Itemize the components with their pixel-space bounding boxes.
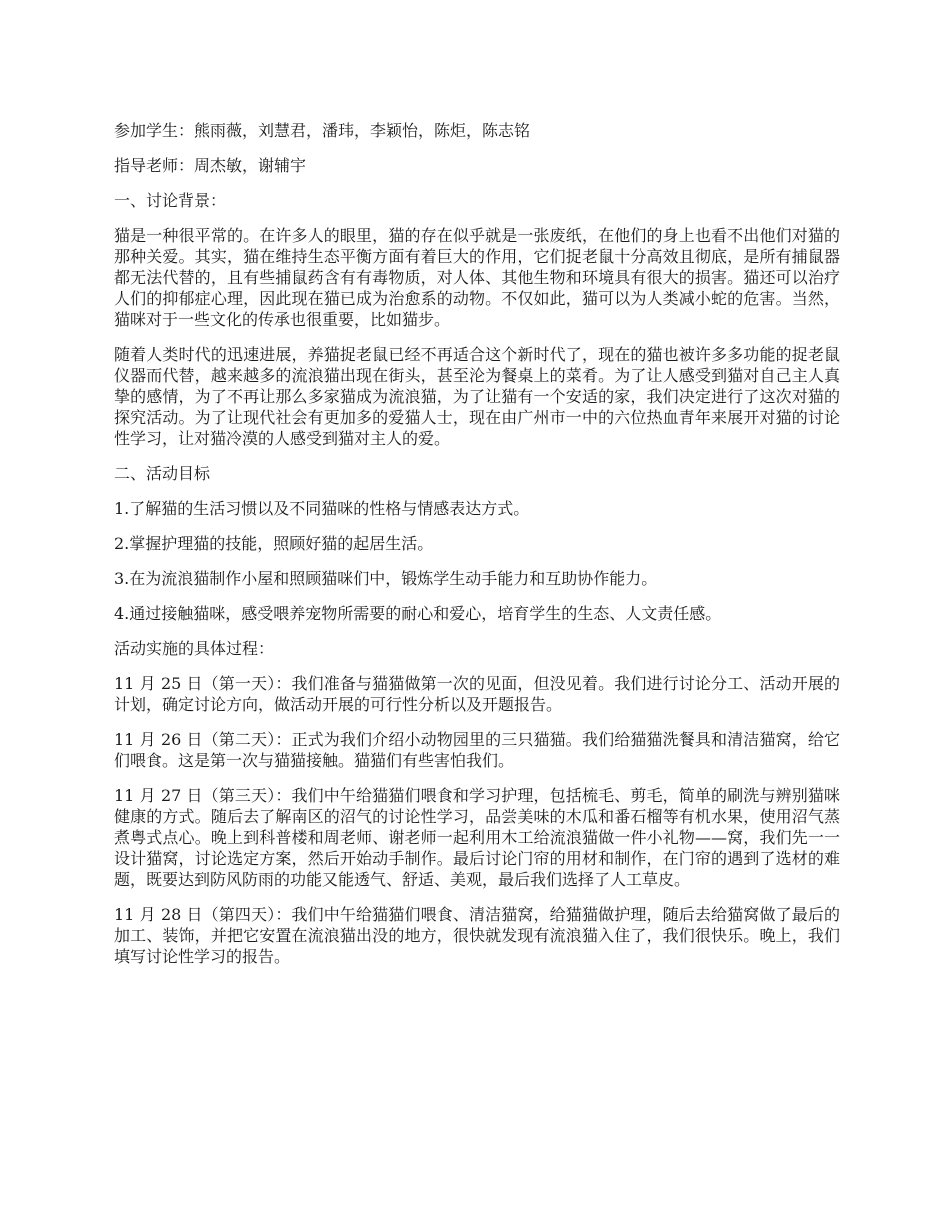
day-entry-1: 11 月 25 日（第一天）：我们准备与猫猫做第一次的见面，但没见着。我们进行讨论分工、活动开展的计划，确定讨论方向，做活动开展的可行性分析以及开题报告。	[114, 674, 840, 714]
goal-item-4: 4.通过接触猫咪，感受喂养宠物所需要的耐心和爱心，培育学生的生态、人文责任感。	[114, 604, 722, 623]
day-entry-4: 11 月 28 日（第四天）：我们中午给猫猫们喂食、清洁猫窝，给猫猫做护理，随后去给猫窝做了最后的加工、装饰，并把它安置在流浪猫出没的地方，很快就发现有流浪猫入住了，我们很快乐。晚上，我们填写讨论性学习的报告。	[114, 905, 840, 966]
section-heading-goals: 二、活动目标	[114, 464, 211, 483]
teachers-line: 指导老师：周杰敏，谢辅宇	[114, 156, 307, 175]
day-entry-2: 11 月 26 日（第二天）：正式为我们介绍小动物园里的三只猫猫。我们给猫猫洗餐具和清洁猫窝，给它们喂食。这是第一次与猫猫接触。猫猫们有些害怕我们。	[114, 730, 840, 770]
goal-item-1: 1.了解猫的生活习惯以及不同猫咪的性格与情感表达方式。	[114, 499, 530, 518]
process-heading: 活动实施的具体过程：	[114, 639, 275, 658]
background-paragraph-1: 猫是一种很平常的。在许多人的眼里，猫的存在似乎就是一张废纸，在他们的身上也看不出他们对猫的那种关爱。其实，猫在维持生态平衡方面有着巨大的作用，它们捉老鼠十分高效且彻底，是所有捕鼠器都无法代替的，且有些捕鼠药含有有毒物质，对人体、其他生物和环境具有很大的损害。猫还可以治疗人们的抑郁症心理，因此现在猫已成为治愈系的动物。不仅如此，猫可以为人类减小蛇的危害。当然，猫咪对于一些文化的传承也很重要，比如猫步。	[114, 226, 840, 329]
background-paragraph-2: 随着人类时代的迅速进展，养猫捉老鼠已经不再适合这个新时代了，现在的猫也被许多多功能的捉老鼠仪器而代替，越来越多的流浪猫出现在街头，甚至沦为餐桌上的菜肴。为了让人感受到猫对自己主人真挚的感情，为了不再让那么多家猫成为流浪猫，为了让猫有一个安适的家，我们决定进行了这次对猫的探究活动。为了让现代社会有更加多的爱猫人士，现在由广州市一中的六位热血青年来展开对猫的讨论性学习，让对猫冷漠的人感受到猫对主人的爱。	[114, 345, 840, 448]
goal-item-3: 3.在为流浪猫制作小屋和照顾猫咪们中，锻炼学生动手能力和互助协作能力。	[114, 569, 658, 588]
goal-item-2: 2.掌握护理猫的技能，照顾好猫的起居生活。	[114, 534, 434, 553]
section-heading-background: 一、讨论背景：	[114, 191, 227, 210]
students-line: 参加学生：熊雨薇，刘慧君，潘玮，李颖怡，陈炬，陈志铭	[114, 121, 531, 140]
document-page	[114, 120, 840, 981]
day-entry-3: 11 月 27 日（第三天）：我们中午给猫猫们喂食和学习护理，包括梳毛、剪毛，简单的刷洗与辨别猫咪健康的方式。随后去了解南区的沼气的讨论性学习，品尝美味的木瓜和番石榴等有机水果，使用沼气蒸煮粤式点心。晚上到科普楼和周老师、谢老师一起利用木工给流浪猫做一件小礼物——窝，我们先一一设计猫窝，讨论选定方案，然后开始动手制作。最后讨论门帘的用材和制作，在门帘的遇到了选材的难题，既要达到防风防雨的功能又能透气、舒适、美观，最后我们选择了人工草皮。	[114, 786, 840, 889]
